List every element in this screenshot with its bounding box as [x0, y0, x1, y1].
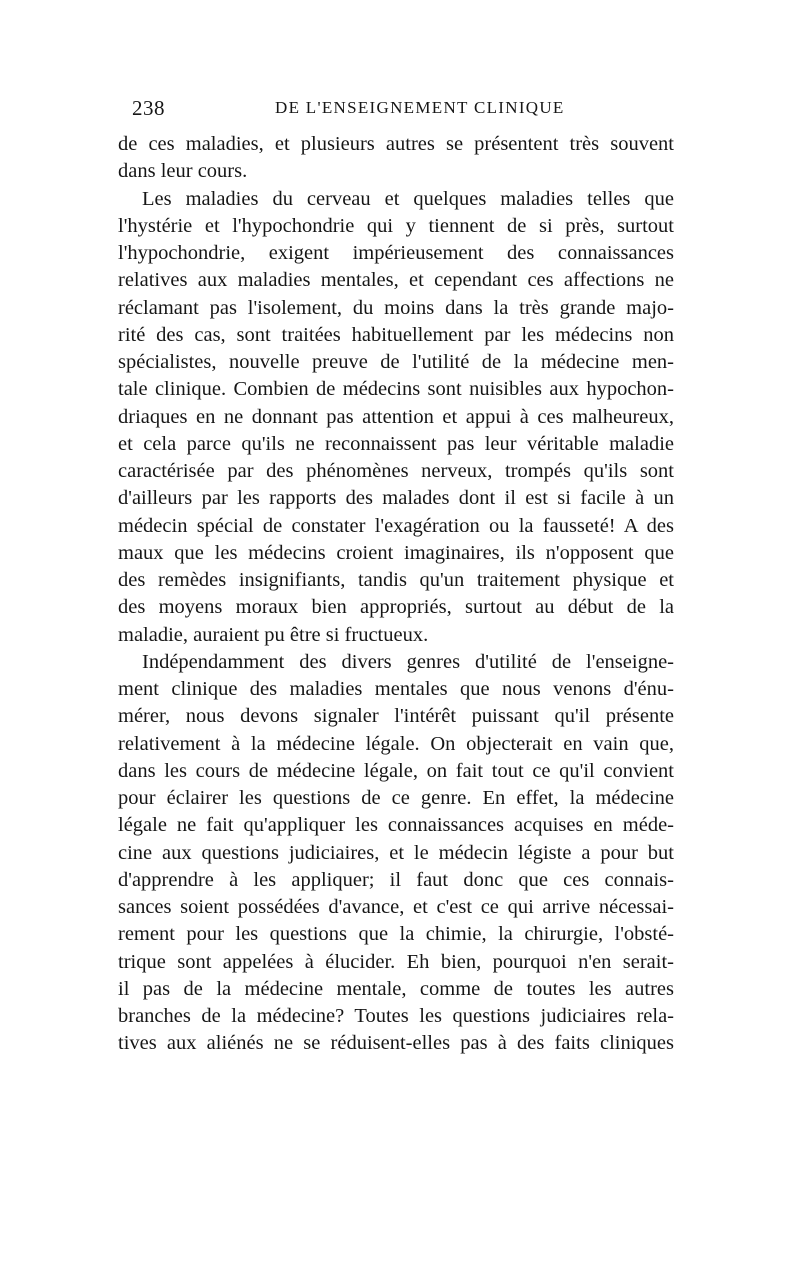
- text-line: légale ne fait qu'appliquer les connaissances acquises en méde-: [118, 814, 674, 837]
- text-line: rement pour les questions que la chimie, la chirurgie, l'obsté-: [118, 923, 674, 946]
- running-title: DE L'ENSEIGNEMENT CLINIQUE: [275, 98, 565, 117]
- text-line: branches de la médecine? Toutes les questions judiciaires rela-: [118, 1005, 674, 1027]
- text-line: relatives aux maladies mentales, et cependant ces affections ne: [118, 269, 674, 292]
- text-line: relativement à la médecine légale. On objecterait en vain que,: [118, 732, 674, 755]
- text-line: driaques en ne donnant pas attention et appui à ces malheureux,: [118, 405, 674, 428]
- body-text: [118, 131, 674, 1058]
- running-head: [132, 96, 670, 122]
- text-line: trique sont appelées à élucider. Eh bien, pourquoi n'en serait-: [118, 950, 674, 973]
- text-line: des moyens moraux bien appropriés, surtout au début de la: [118, 596, 674, 619]
- text-line: dans leur cours.: [118, 160, 248, 183]
- text-line: pour éclairer les questions de ce genre. En effet, la médecine: [118, 787, 674, 809]
- text-line: réclamant pas l'isolement, du moins dans la très grande majo-: [118, 296, 674, 319]
- text-line: des remèdes insignifiants, tandis qu'un traitement physique et: [118, 569, 674, 591]
- text-line: il pas de la médecine mentale, comme de toutes les autres: [118, 977, 674, 1000]
- text-line: spécialistes, nouvelle preuve de l'utilité de la médecine men-: [118, 351, 674, 373]
- text-line: ment clinique des maladies mentales que nous venons d'énu-: [118, 678, 674, 700]
- text-line: cine aux questions judiciaires, et le médecin légiste a pour but: [118, 841, 674, 864]
- text-line: tale clinique. Combien de médecins sont nuisibles aux hypochon-: [118, 378, 674, 401]
- text-line: maux que les médecins croient imaginaires, ils n'opposent que: [118, 541, 674, 564]
- text-line: dans les cours de médecine légale, on fait tout ce qu'il convient: [118, 759, 674, 782]
- text-line: de ces maladies, et plusieurs autres se présentent très souvent: [118, 133, 674, 155]
- text-line: médecin spécial de constater l'exagération ou la fausseté! A des: [118, 514, 674, 537]
- paragraph-first-line: Les maladies du cerveau et quelques maladies telles que: [142, 187, 674, 210]
- text-line: et cela parce qu'ils ne reconnaissent pas leur véritable maladie: [118, 432, 674, 455]
- text-line: caractérisée par des phénomènes nerveux, trompés qu'ils sont: [118, 460, 674, 482]
- text-line: d'ailleurs par les rapports des malades dont il est si facile à un: [118, 487, 674, 510]
- text-line: mérer, nous devons signaler l'intérêt puissant qu'il présente: [118, 705, 674, 728]
- text-line: l'hystérie et l'hypochondrie qui y tiennent de si près, surtout: [118, 214, 674, 237]
- text-line: d'apprendre à les appliquer; il faut donc que ces connais-: [118, 868, 674, 891]
- text-line: sances soient possédées d'avance, et c'est ce qui arrive nécessai-: [118, 896, 674, 918]
- text-line: tives aux aliénés ne se réduisent-elles pas à des faits cliniques: [118, 1032, 674, 1055]
- text-line: l'hypochondrie, exigent impérieusement des connaissances: [118, 242, 674, 264]
- text-line: rité des cas, sont traitées habituellement par les médecins non: [118, 323, 674, 346]
- text-line: maladie, auraient pu être si fructueux.: [118, 623, 429, 646]
- paragraph-first-line: Indépendamment des divers genres d'utilité de l'enseigne-: [142, 650, 674, 673]
- page-number: 238: [132, 96, 165, 120]
